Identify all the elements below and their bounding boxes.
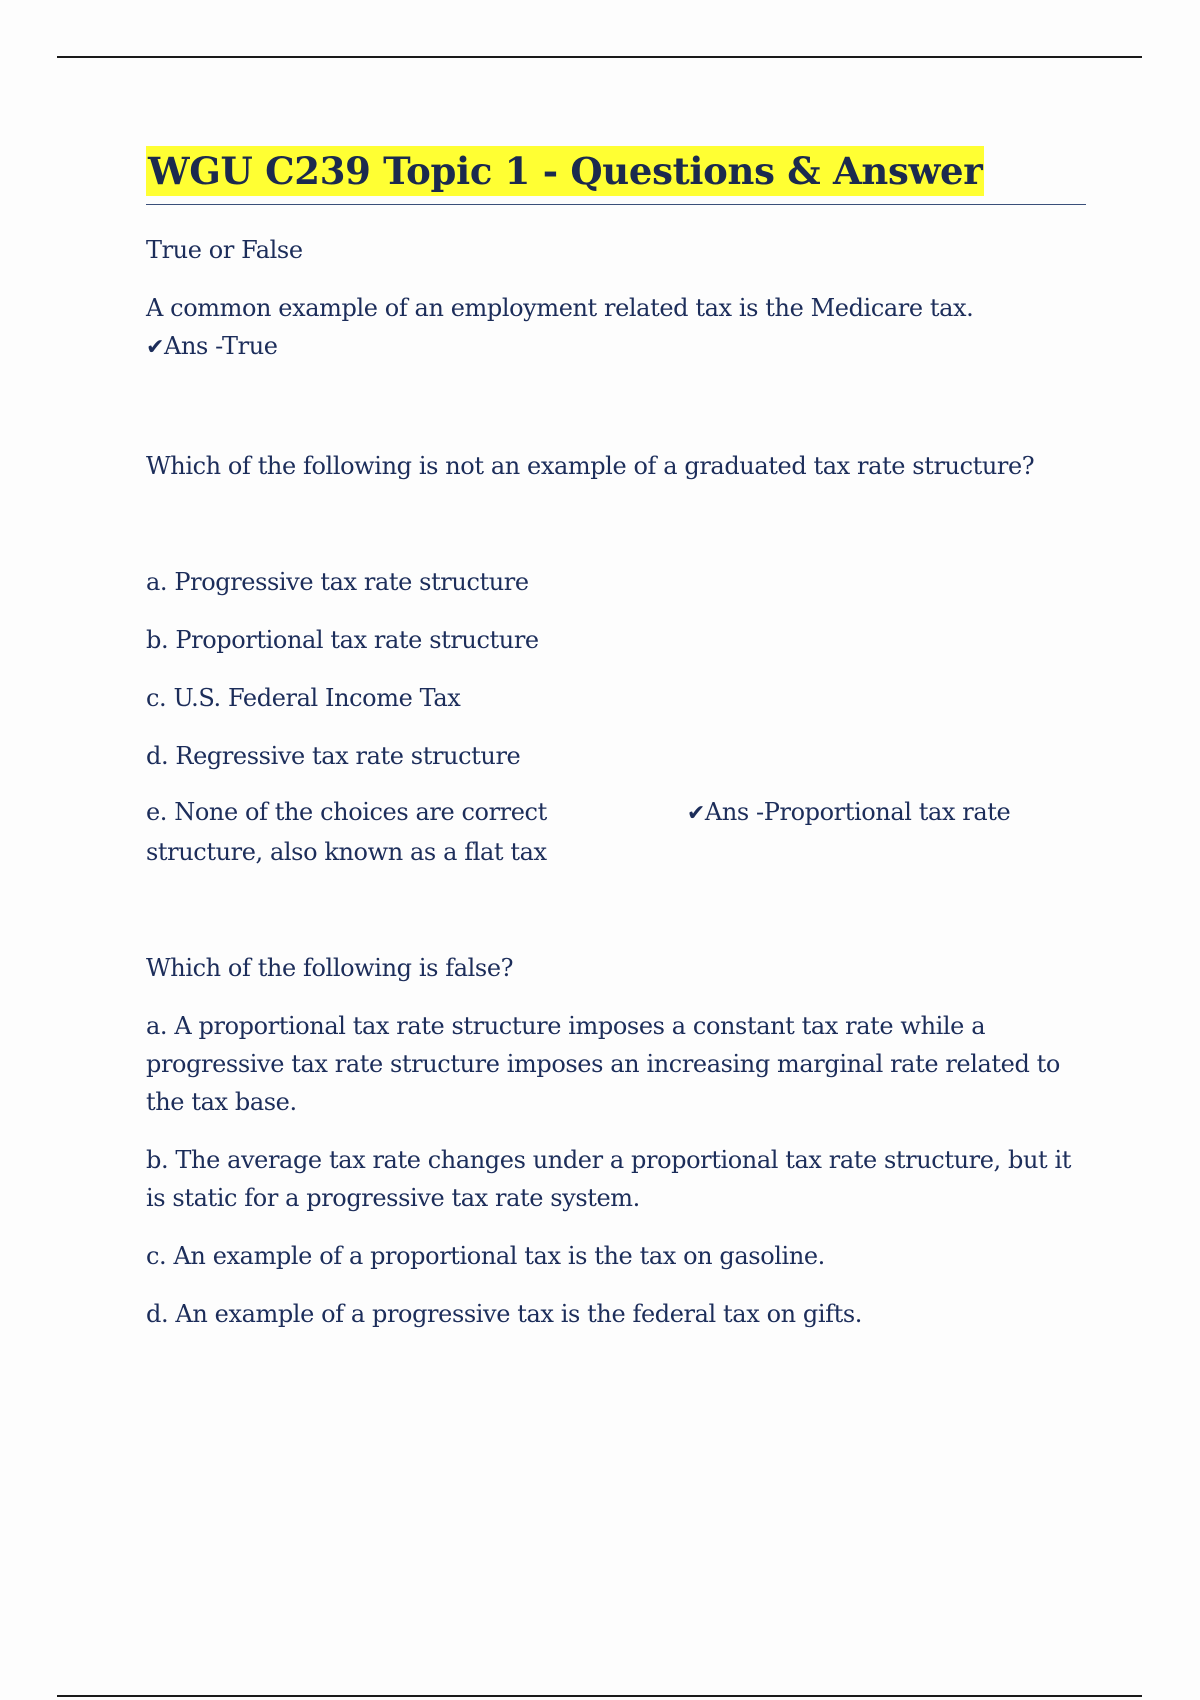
checkmark-icon: ✔ xyxy=(686,801,705,826)
question-2-option-c: c. U.S. Federal Income Tax xyxy=(146,684,461,712)
question-2-text: Which of the following is not an example of a graduated tax rate structure? xyxy=(146,452,1035,480)
question-2-option-b: b. Proportional tax rate structure xyxy=(146,626,539,654)
question-2-option-e-with-answer xyxy=(146,793,1086,871)
document-body xyxy=(146,146,1086,1333)
question-2-answer xyxy=(687,793,1010,833)
bottom-rule xyxy=(57,1695,1142,1697)
question-3-text: Which of the following is false? xyxy=(146,954,514,982)
question-1-text: A common example of an employment related tax is the Medicare tax. xyxy=(146,294,974,322)
answer-text-continued: structure, also known as a flat tax xyxy=(146,838,547,866)
section-label: True or False xyxy=(146,236,303,264)
question-2-option-d: d. Regressive tax rate structure xyxy=(146,742,521,770)
answer-text: Ans -Proportional tax rate xyxy=(704,798,1011,826)
answer-text: Ans -True xyxy=(164,332,278,360)
page-title: WGU C239 Topic 1 - Questions & Answer xyxy=(146,146,984,196)
question-2-option-a: a. Progressive tax rate structure xyxy=(146,568,529,596)
question-3-option-d: d. An example of a progressive tax is the federal tax on gifts. xyxy=(146,1300,863,1328)
question-1-answer xyxy=(146,327,1086,367)
question-3-option-a: a. A proportional tax rate structure imposes a constant tax rate while a progressive tax rate structure imposes an increasing marginal rate related to the tax base. xyxy=(146,1012,1060,1116)
top-rule xyxy=(57,56,1142,58)
title-block xyxy=(146,146,1086,205)
question-3-option-b: b. The average tax rate changes under a proportional tax rate structure, but it is static for a progressive tax rate system. xyxy=(146,1146,1072,1212)
checkmark-icon: ✔ xyxy=(146,335,165,360)
question-3-option-c: c. An example of a proportional tax is the tax on gasoline. xyxy=(146,1242,825,1270)
question-2-option-e: e. None of the choices are correct xyxy=(146,798,547,826)
